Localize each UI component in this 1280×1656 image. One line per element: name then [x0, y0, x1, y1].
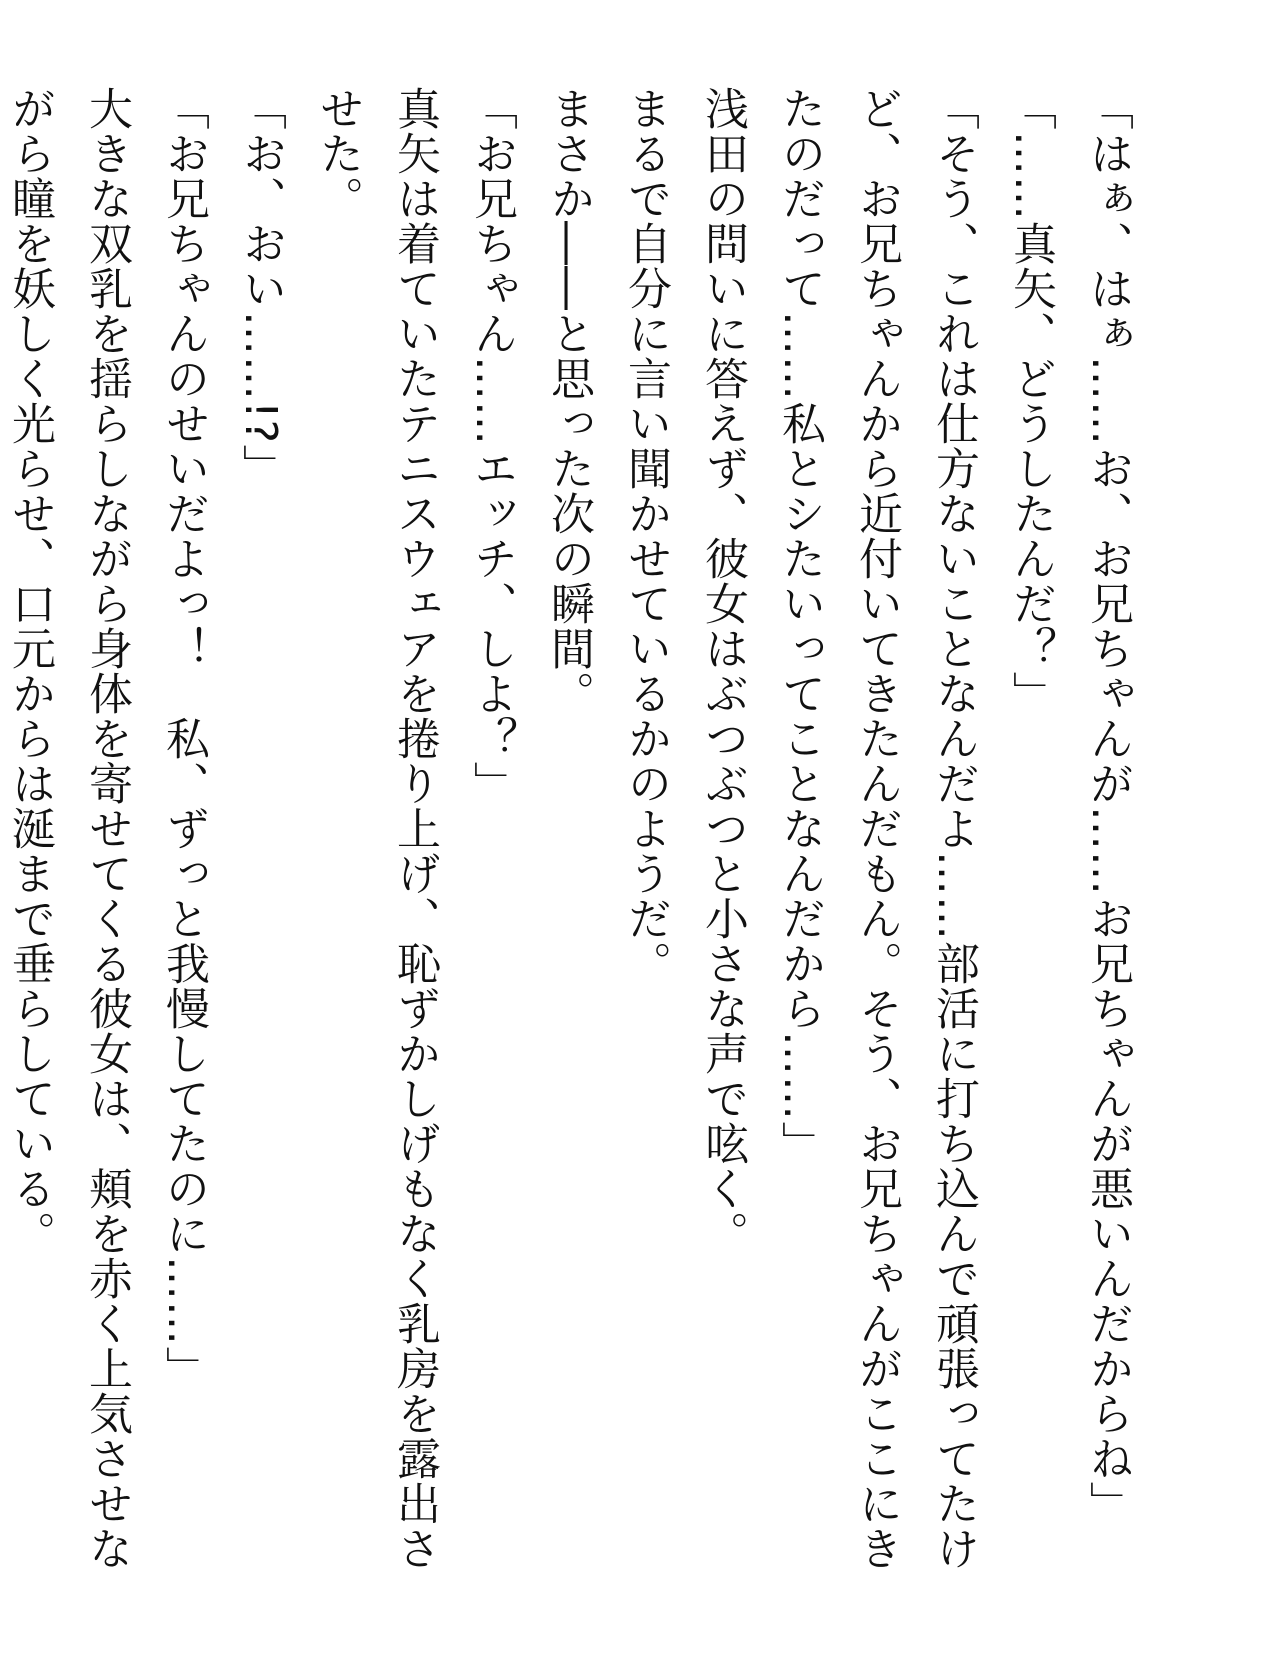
- text-line: 大きな双乳を揺らしながら身体を寄せてくる彼女は、頬を赤く上気させながら瞳を妖しく光らせ、口元からは涎まで垂らしている。: [4, 86, 132, 1571]
- text-line: まるで自分に言い聞かせているかのようだ。: [620, 86, 671, 986]
- text-line: 「はぁ、はぁ……お、お兄ちゃんが……お兄ちゃんが悪いんだからね」: [1082, 86, 1133, 1526]
- vertical-text-body: [0, 86, 1146, 1586]
- text-line: 真矢は着ていたテニスウェアを捲り上げ、恥ずかしげもなく乳房を露出させた。: [312, 86, 440, 1571]
- text-line: 「そう、これは仕方ないことなんだよ……部活に打ち込んで頑張ってたけど、お兄ちゃんから近付いてきたんだもん。そう、お兄ちゃんがここにきたのだって……私とシたいってことなんだから……」: [774, 86, 979, 1571]
- text-line: 「お兄ちゃんのせいだよっ！ 私、ずっと我慢してたのに……」: [158, 86, 209, 1391]
- text-line: まさか――と思った次の瞬間。: [543, 86, 594, 716]
- text-line: 浅田の問いに答えず、彼女はぶつぶつと小さな声で呟く。: [697, 86, 748, 1256]
- text-line: 「……真矢、どうしたんだ？」: [1005, 86, 1056, 716]
- text-line: 「お、おい……!?」: [235, 86, 286, 489]
- text-line: 「お兄ちゃん……エッチ、しよ？」: [466, 86, 517, 806]
